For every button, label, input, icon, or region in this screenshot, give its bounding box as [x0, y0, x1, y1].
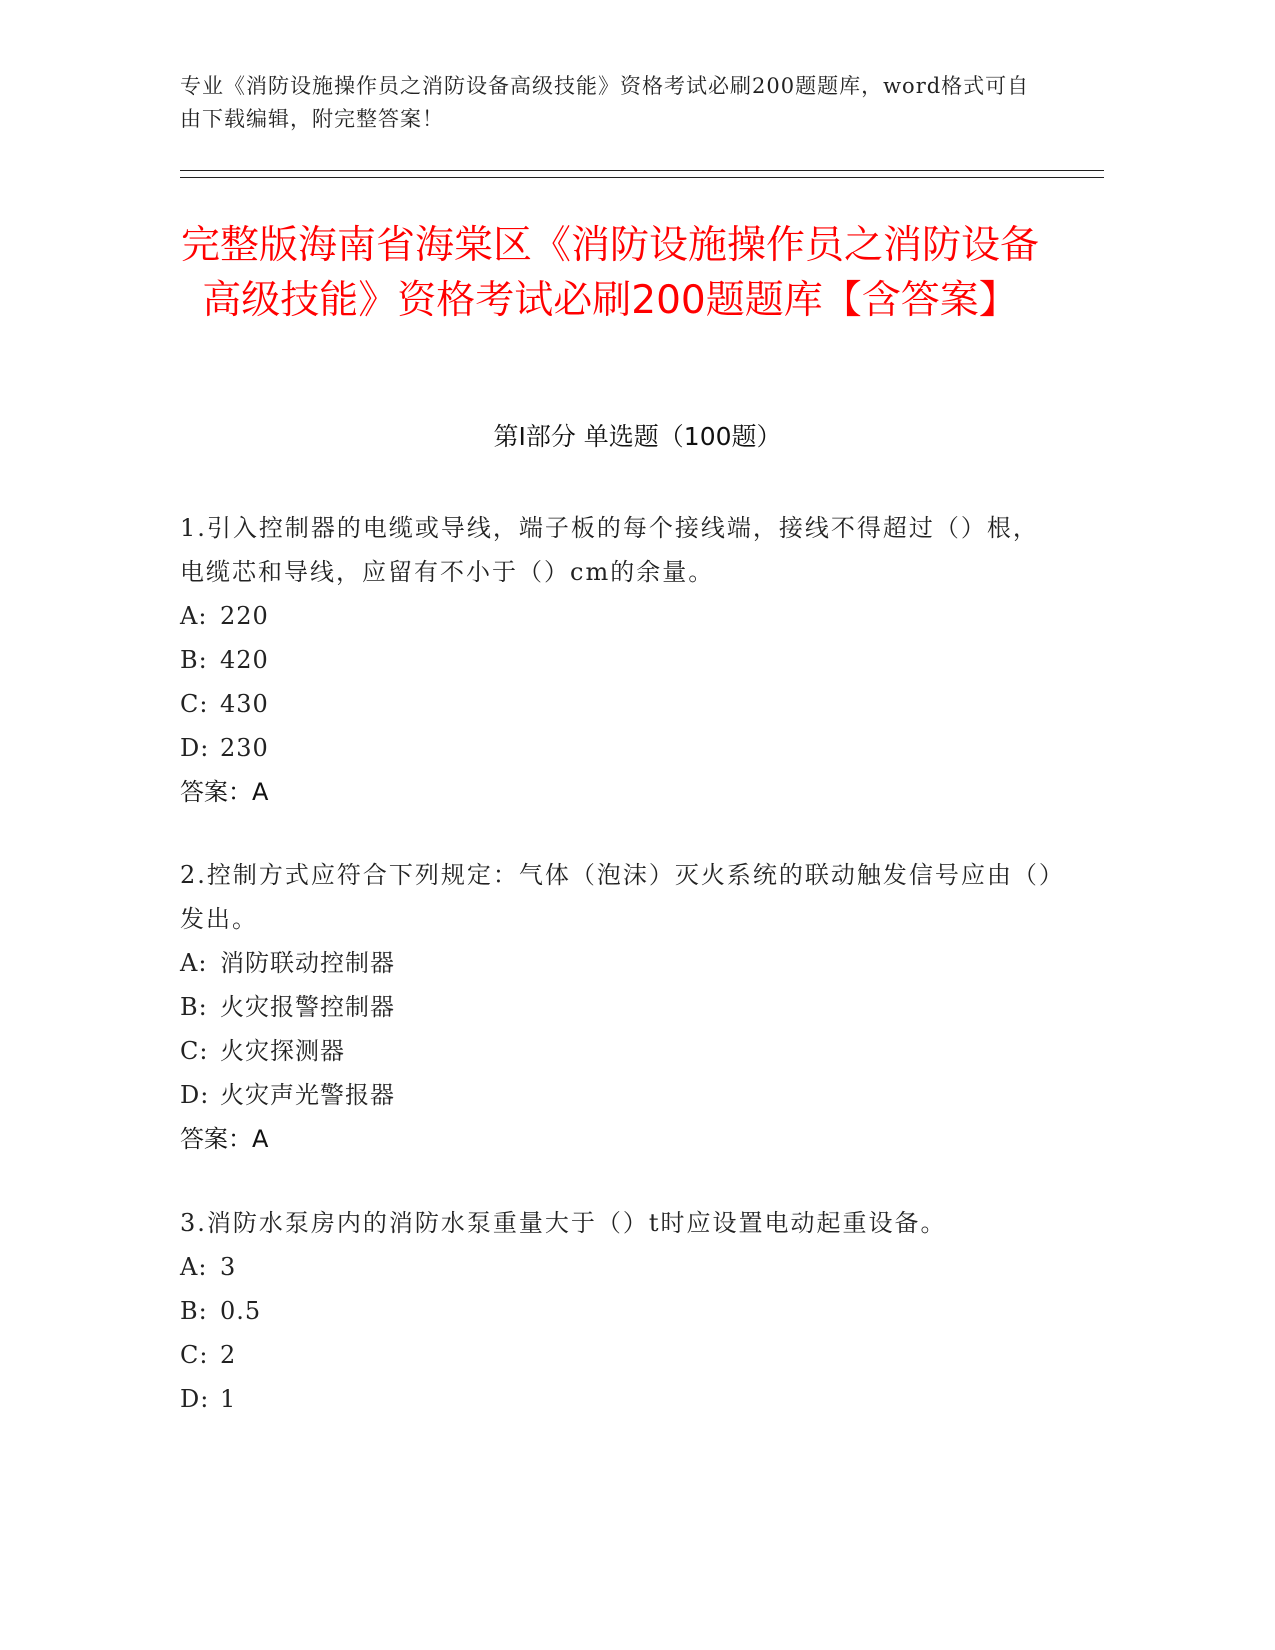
option-letter: D:	[180, 1081, 210, 1109]
document-title: 完整版海南省海棠区《消防设施操作员之消防设备高级技能》资格考试必刷200题题库【含答案】	[180, 223, 1039, 323]
option-letter: C:	[180, 1341, 209, 1369]
option-text: 220	[220, 602, 269, 630]
option-letter: A:	[180, 1253, 208, 1281]
option-b	[180, 985, 1060, 1029]
option-text: 230	[220, 734, 269, 762]
option-text: 2	[220, 1341, 237, 1369]
option-b	[180, 638, 1060, 682]
option-text: 0.5	[220, 1297, 262, 1325]
question-2	[180, 853, 1060, 1161]
option-letter: C:	[180, 690, 209, 718]
option-text: 3	[220, 1253, 237, 1281]
option-d	[180, 1073, 1060, 1117]
header-note: 专业《消防设施操作员之消防设备高级技能》资格考试必刷200题题库，word格式可自由下载编辑，附完整答案！	[180, 74, 1030, 131]
question-stem: 2.控制方式应符合下列规定：气体（泡沫）灭火系统的联动触发信号应由（）发出。	[180, 861, 1053, 933]
answer-line: 答案：A	[180, 1125, 269, 1153]
question-3	[180, 1201, 1060, 1421]
option-letter: C:	[180, 1037, 209, 1065]
option-b	[180, 1289, 1060, 1333]
option-text: 火灾探测器	[220, 1037, 345, 1065]
option-letter: A:	[180, 602, 208, 630]
question-stem: 1.引入控制器的电缆或导线，端子板的每个接线端，接线不得超过（）根，电缆芯和导线，应留有不小于（）cm的余量。	[180, 514, 1039, 586]
option-letter: B:	[180, 646, 208, 674]
option-text: 430	[220, 690, 269, 718]
option-a	[180, 941, 1060, 985]
question-stem: 3.消防水泵房内的消防水泵重量大于（）t时应设置电动起重设备。	[180, 1209, 947, 1237]
option-d	[180, 726, 1060, 770]
option-c	[180, 1333, 1060, 1377]
option-c	[180, 682, 1060, 726]
option-letter: A:	[180, 949, 208, 977]
option-text: 1	[220, 1385, 237, 1413]
header-divider-bottom	[180, 177, 1104, 178]
option-a	[180, 1245, 1060, 1289]
header-divider-top	[180, 170, 1104, 171]
option-text: 火灾报警控制器	[220, 993, 395, 1021]
option-d	[180, 1377, 1060, 1421]
option-text: 消防联动控制器	[220, 949, 395, 977]
option-a	[180, 594, 1060, 638]
answer-line: 答案：A	[180, 778, 269, 806]
option-letter: B:	[180, 1297, 208, 1325]
option-letter: D:	[180, 1385, 210, 1413]
option-text: 火灾声光警报器	[220, 1081, 395, 1109]
option-text: 420	[220, 646, 269, 674]
section-heading: 第Ⅰ部分 单选题（100题）	[493, 422, 782, 451]
option-letter: B:	[180, 993, 208, 1021]
option-c	[180, 1029, 1060, 1073]
option-letter: D:	[180, 734, 210, 762]
question-1	[180, 506, 1060, 814]
